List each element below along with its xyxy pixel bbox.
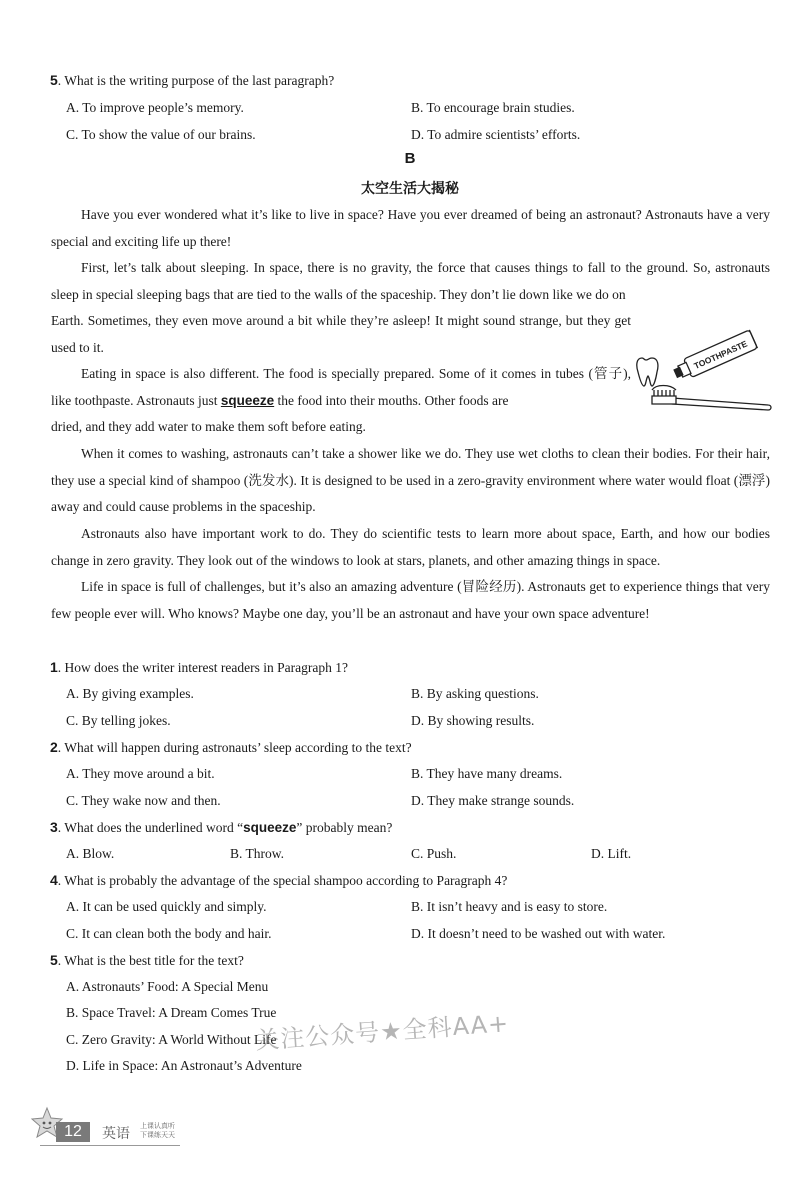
tooth-icon [637,358,658,386]
question-3 [50,819,392,836]
paragraph-3-end: dried, and they add water to make them soft before eating. [51,419,366,434]
prev-q5-option-c[interactable]: C. To show the value of our brains. [66,127,256,142]
footer-slogan [140,1122,175,1140]
q1-option-d[interactable]: D. By showing results. [411,713,535,728]
toothpaste-illustration [630,310,775,420]
prev-q5-option-a[interactable]: A. To improve people’s memory. [66,100,244,115]
paragraph-1: Have you ever wondered what it’s like to live in space? Have you ever dreamed of being an astronaut? Astronauts have a very special and exciting life up there! [51,207,770,249]
toothpaste-label: TOOTHPASTE [692,338,749,371]
question-2 [50,739,412,756]
question-text: . What does the underlined word “ [57,820,244,835]
q5-option-a[interactable]: A. Astronauts’ Food: A Special Menu [66,979,269,994]
prev-q5-option-b[interactable]: B. To encourage brain studies. [411,100,575,115]
paragraph-3-text: Eating in space is also different. The food is specially prepared. Some of it comes in tubes (管子), like toothpaste. Astronauts just [51,366,631,408]
q2-option-c[interactable]: C. They wake now and then. [66,793,221,808]
paragraph-3 [51,361,631,414]
q4-option-d[interactable]: D. It doesn’t need to be washed out with water. [411,926,666,941]
question-text: . What is probably the advantage of the special shampoo according to Paragraph 4? [57,873,508,888]
question-text: . What is the writing purpose of the last paragraph? [57,73,335,88]
question-number: 1 [50,659,58,675]
keyword-squeeze: squeeze [243,820,297,835]
q5-option-b[interactable]: B. Space Travel: A Dream Comes True [66,1005,277,1020]
question-4 [50,872,507,889]
question-number: 3 [50,819,58,835]
q5-option-d[interactable]: D. Life in Space: An Astronaut’s Adventure [66,1058,302,1073]
prev-question-5 [50,72,334,89]
prev-q5-option-d[interactable]: D. To admire scientists’ efforts. [411,127,581,142]
question-number: 4 [50,872,58,888]
paragraph-3-text-end: the food into their mouths. Other foods are [274,392,509,408]
question-text: . What is the best title for the text? [57,953,244,968]
question-1 [50,659,348,676]
q2-option-b[interactable]: B. They have many dreams. [411,766,563,781]
q2-option-a[interactable]: A. They move around a bit. [66,766,215,781]
question-5 [50,952,244,969]
q1-option-a[interactable]: A. By giving examples. [66,686,194,701]
question-text: . What will happen during astronauts’ sleep according to the text? [57,740,412,755]
q1-option-b[interactable]: B. By asking questions. [411,686,539,701]
q5-option-c[interactable]: C. Zero Gravity: A World Without Life [66,1032,277,1047]
watermark: 关注公众号★全科AA+ [254,1009,510,1055]
slogan-line-1: 上课认真听 [140,1122,175,1130]
footer-divider [40,1145,180,1146]
question-number: 5 [50,72,58,88]
q3-option-b[interactable]: B. Throw. [230,846,284,861]
question-text-end: ” probably mean? [296,820,393,835]
paragraph-2-part-1: First, let’s talk about sleeping. In space, there is no gravity, the force that causes things to fall to the ground. So, astronauts sleep in special sleeping bags that are tied to the walls of the spaceship. They don’t lie down like we do on [51,260,770,302]
q1-option-c[interactable]: C. By telling jokes. [66,713,171,728]
q4-option-a[interactable]: A. It can be used quickly and simply. [66,899,267,914]
q3-option-a[interactable]: A. Blow. [66,846,115,861]
paragraph-5: Astronauts also have important work to do. They do scientific tests to learn more about space, Earth, and how our bodies change in zero gravity. They look out of the windows to look at stars, planets, and other amazing things in space. [51,526,770,568]
q3-option-d[interactable]: D. Lift. [591,846,632,861]
section-letter: B [404,150,416,167]
toothbrush-icon [670,398,771,410]
paragraph-6: Life in space is full of challenges, but it’s also an amazing adventure (冒险经历). Astronauts get to experience things that very few people ever will. Who knows? Maybe one day, you’ll be an astronaut and have your own space adventure! [51,579,770,621]
q2-option-d[interactable]: D. They make strange sounds. [411,793,575,808]
question-number: 2 [50,739,58,755]
page-number: 12 [56,1122,90,1142]
paragraph-4: When it comes to washing, astronauts can’t take a shower like we do. They use wet cloths to clean their bodies. For their hair, they use a special kind of shampoo (洗发水). It is designed to be used in a zero-gravity environment where water would float (漂浮) away and could cause problems in the spaceship. [51,446,770,515]
passage-title: 太空生活大揭秘 [361,181,459,197]
q3-option-c[interactable]: C. Push. [411,846,457,861]
keyword-squeeze: squeeze [220,392,275,408]
question-text: . How does the writer interest readers in Paragraph 1? [57,660,348,675]
slogan-line-2: 下课练天天 [140,1131,175,1139]
q4-option-b[interactable]: B. It isn’t heavy and is easy to store. [411,899,608,914]
question-number: 5 [50,952,58,968]
subject-label: 英语 [102,1126,130,1142]
paragraph-2-part-2: Earth. Sometimes, they even move around a bit while they’re asleep! It might sound strange, but they get used to it. [51,313,631,355]
q4-option-c[interactable]: C. It can clean both the body and hair. [66,926,272,941]
